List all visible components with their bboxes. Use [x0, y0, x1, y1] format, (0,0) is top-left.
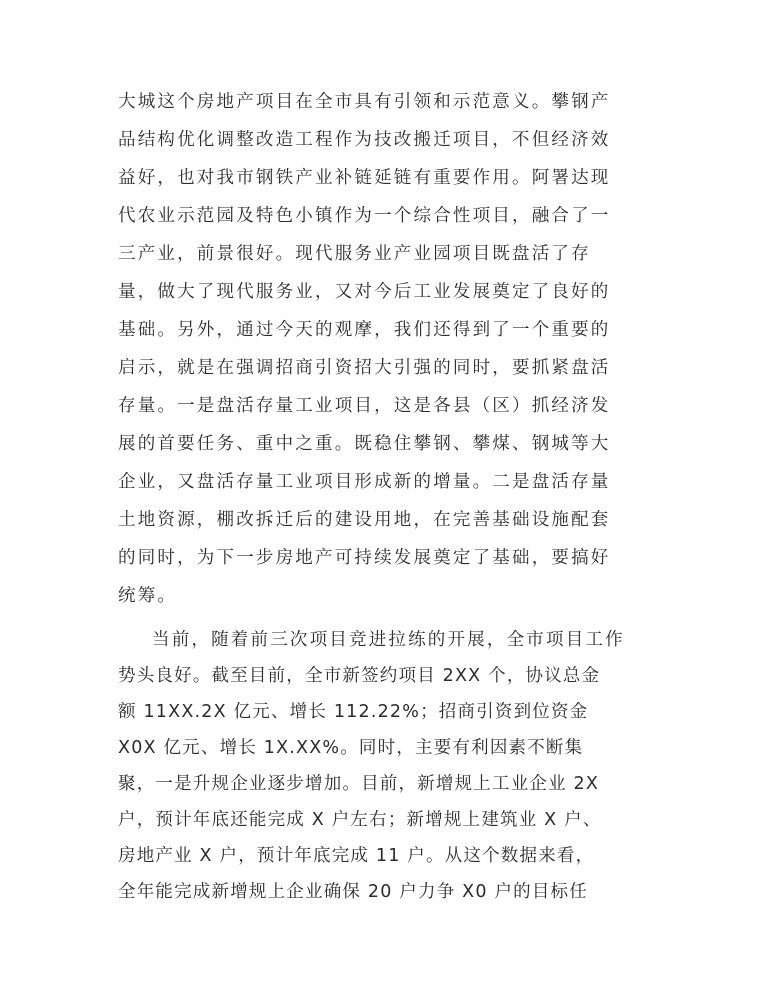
text-line: 品结构优化调整改造工程作为技改搬迁项目，不但经济效 [118, 130, 611, 150]
text-line: 土地资源，棚改拆迁后的建设用地，在完善基础设施配套 [118, 510, 611, 530]
text-line: 户，预计年底还能完成 X 户左右；新增规上建筑业 X 户、 [118, 810, 602, 830]
text-line: 势头良好。截至目前，全市新签约项目 2XX 个，协议总金 [118, 666, 601, 686]
text-line: 启示，就是在强调招商引资招大引强的同时，要抓紧盘活 [118, 358, 611, 378]
text-line: 企业，又盘活存量工业项目形成新的增量。二是盘活存量 [118, 472, 611, 492]
text-line: X0X 亿元、增长 1X.XX%。同时，主要有利因素不断集 [118, 738, 584, 758]
text-line: 房地产业 X 户，预计年底完成 11 户。从这个数据来看， [118, 846, 595, 866]
text-line: 额 11XX.2X 亿元、增长 112.22%；招商引资到位资金 [118, 702, 589, 722]
text-line: 存量。一是盘活存量工业项目，这是各县（区）抓经济发 [118, 396, 611, 416]
text-line: 展的首要任务、重中之重。既稳住攀钢、攀煤、钢城等大 [118, 434, 611, 454]
text-line: 统筹。 [118, 586, 178, 606]
text-line: 大城这个房地产项目在全市具有引领和示范意义。攀钢产 [118, 92, 611, 112]
text-line: 代农业示范园及特色小镇作为一个综合性项目，融合了一 [118, 206, 611, 226]
text-line: 的同时，为下一步房地产可持续发展奠定了基础，要搞好 [118, 548, 611, 568]
text-line: 三产业，前景很好。现代服务业产业园项目既盘活了存 [118, 244, 591, 264]
text-line: 益好，也对我市钢铁产业补链延链有重要作用。阿署达现 [118, 168, 611, 188]
text-line: 聚，一是升规企业逐步增加。目前，新增规上工业企业 2X [118, 774, 600, 794]
text-line: 全年能完成新增规上企业确保 20 户力争 X0 户的目标任 [118, 882, 588, 902]
text-line: 量，做大了现代服务业，又对今后工业发展奠定了良好的 [118, 282, 611, 302]
text-line: 基础。另外，通过今天的观摩，我们还得到了一个重要的 [118, 320, 611, 340]
text-line: 当前，随着前三次项目竞进拉练的开展，全市项目工作 [152, 630, 625, 650]
